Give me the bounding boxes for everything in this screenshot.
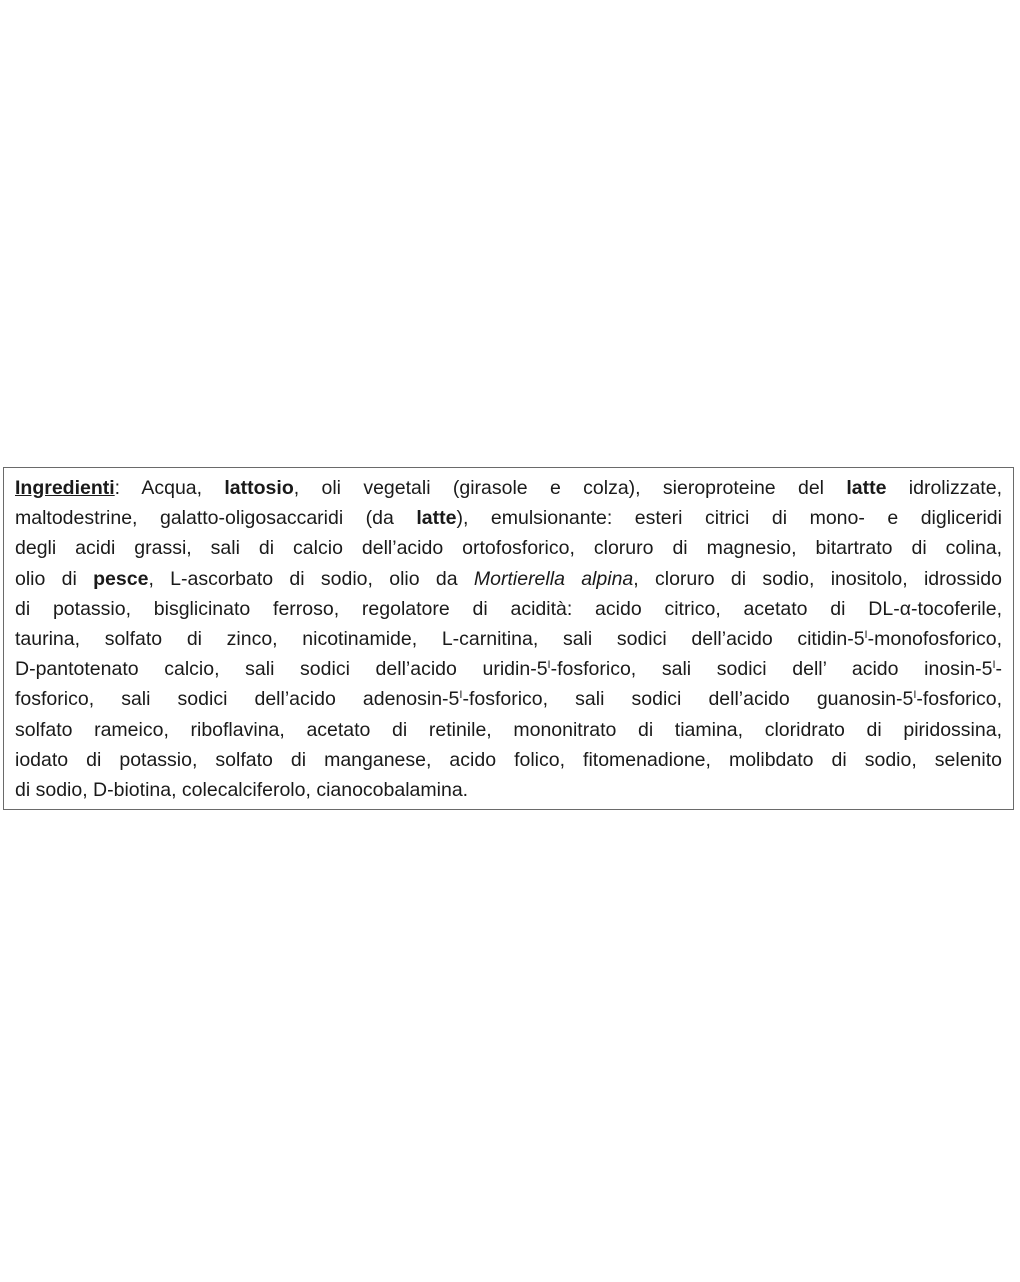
ingredients-line — [15, 594, 1002, 624]
ingredient-text: iodato di potassio, solfato di manganese, acido folico, fitomenadione, molibdato di sodio, selenito — [15, 748, 1002, 771]
ingredients-line — [15, 715, 1002, 745]
ingredient-text: : Acqua, — [114, 477, 225, 499]
ingredients-line — [15, 745, 1002, 775]
ingredients-line — [15, 624, 1002, 654]
ingredient-text: -monofosforico, — [867, 627, 1002, 650]
ingredient-text: idrolizzate, — [886, 477, 1002, 499]
prime-superscript: I — [547, 659, 551, 672]
ingredient-text: di potassio, bisglicinato ferroso, regolatore di acidità: acido citrico, acetato di DL-α-tocoferile, — [15, 597, 1002, 620]
ingredient-text: -fosforico, sali sodici dell’ acido inosin-5 — [550, 658, 993, 681]
ingredients-heading: Ingredienti — [15, 477, 115, 499]
ingredient-text: , cloruro di sodio, inositolo, idrossido — [633, 567, 1002, 590]
ingredient-text: , L-ascorbato di sodio, olio da — [148, 567, 474, 590]
ingredient-text: maltodestrine, galatto-oligosaccaridi (da — [15, 507, 417, 530]
ingredient-text: -fosforico, sali sodici dell’acido guanosin-5 — [462, 688, 914, 711]
ingredients-line — [15, 775, 1002, 805]
ingredient-text: fosforico, sali sodici dell’acido adenosin-5 — [15, 688, 460, 711]
prime-superscript: I — [864, 628, 868, 641]
ingredients-box — [3, 467, 1014, 810]
prime-superscript: I — [459, 689, 463, 702]
ingredients-line — [15, 473, 1002, 503]
ingredient-text: ), emulsionante: esteri citrici di mono- e digliceridi — [456, 507, 1002, 530]
allergen-text: pesce — [93, 567, 149, 590]
ingredient-text: olio di — [15, 567, 94, 590]
ingredients-line — [15, 503, 1002, 533]
ingredients-line — [15, 564, 1002, 594]
prime-superscript: I — [913, 689, 917, 702]
species-name: Mortierella alpina — [473, 567, 634, 590]
ingredient-text: , oli vegetali (girasole e colza), sieroproteine del — [293, 477, 847, 499]
allergen-text: latte — [416, 507, 457, 530]
ingredients-line — [15, 654, 1002, 684]
ingredient-text: solfato rameico, riboflavina, acetato di retinile, mononitrato di tiamina, cloridrato di piridossina, — [15, 718, 1002, 741]
ingredient-text: taurina, solfato di zinco, nicotinamide, L-carnitina, sali sodici dell’acido citidin-5 — [15, 627, 865, 650]
ingredients-line — [15, 533, 1002, 563]
prime-superscript: I — [992, 659, 996, 672]
ingredients-line — [15, 684, 1002, 714]
allergen-text: lattosio — [224, 477, 294, 499]
ingredient-text: - — [995, 658, 1002, 681]
allergen-text: latte — [846, 477, 887, 499]
ingredient-text: -fosforico, — [916, 688, 1002, 711]
ingredient-text: di sodio, D-biotina, colecalciferolo, cianocobalamina. — [15, 778, 469, 801]
ingredient-text: degli acidi grassi, sali di calcio dell’acido ortofosforico, cloruro di magnesio, bitartrato di colina, — [15, 537, 1002, 560]
ingredient-text: D-pantotenato calcio, sali sodici dell’acido uridin-5 — [15, 658, 548, 681]
